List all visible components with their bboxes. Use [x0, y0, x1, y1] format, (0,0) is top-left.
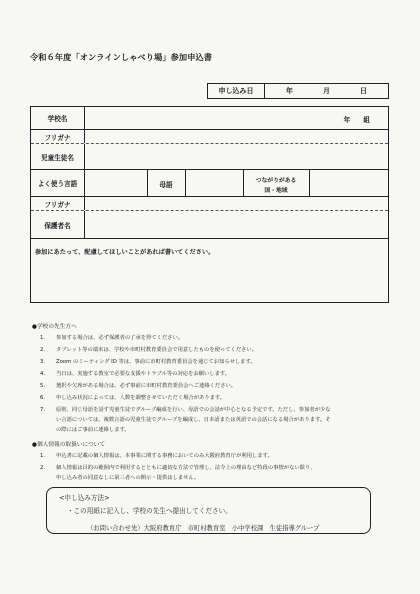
guardian-row — [31, 211, 388, 239]
method-instruction: ・この用紙に記入し、学校の先生へ提出してください。 — [67, 507, 232, 515]
teacher-note-continuation: い言語については、複数言語の児童生徒でグループを編成し、日本語または英語での会話になる場合があります。そ — [56, 417, 331, 423]
teacher-note-item: 2. タブレット等の端末は、学校や市町村教育委員会で用意したものを使ってください。 — [40, 347, 258, 353]
furigana-label-student: フリガナ — [31, 130, 85, 143]
grade-class-label: 年 組 — [343, 116, 370, 124]
application-date-label: 申し込み日 — [208, 84, 265, 98]
form-title: 令和６年度「オンラインしゃべり場」参加申込書 — [30, 52, 213, 62]
application-method-box — [46, 487, 371, 534]
privacy-item: 1. 申込書に記載の個人情報は、本事業に関する事務においてのみ大阪府教育庁が利用します。 — [40, 453, 273, 459]
guardian-name-label: 保護者名 — [31, 211, 85, 238]
day-field[interactable]: 日 — [360, 87, 367, 95]
teacher-note-item: 7. 原則、同じ母語を話す児童生徒でグループ編成を行い、母語での会話が中心となる予定です。ただし、参加者が少な — [40, 407, 331, 413]
school-row — [31, 107, 388, 130]
school-field[interactable] — [89, 107, 318, 129]
contact-info: （お問い合わせ先）大阪府教育庁 市町村教育室 小中学校課 生徒指導グループ — [87, 525, 320, 532]
language-row — [31, 170, 388, 197]
consideration-label: 参加にあたって、配慮してほしいことがあれば書いてください。 — [35, 249, 215, 256]
teacher-note-item: 3. Zoom のミーティング ID 等は、事前に市町村教育委員会を通じてお知らせします。 — [40, 359, 256, 365]
student-name-row — [31, 144, 388, 170]
teacher-note-item: 6. 申し込み状況によっては、人数を調整させていただく場合があります。 — [40, 395, 226, 401]
furigana-label-guardian: フリガナ — [31, 197, 85, 210]
privacy-item: 2. 個人情報は目的の範囲内で利用するとともに適切な方法で管理し、法令上の理由など特段の事情がない限り、 — [40, 465, 316, 471]
privacy-heading: ●個人情報の取扱いについて — [32, 442, 106, 448]
teacher-note-item: 5. 選択や欠席がある場合は、必ず事前に市町村教育委員会へご連絡ください。 — [40, 383, 237, 389]
consideration-field[interactable] — [35, 257, 384, 298]
method-heading: <申し込み方法> — [59, 494, 110, 502]
student-furigana-field[interactable] — [89, 130, 384, 143]
guardian-furigana-field[interactable] — [89, 197, 384, 210]
furigana-row-guardian — [31, 197, 388, 211]
furigana-row-student — [31, 130, 388, 144]
language-label: よく使う言語 — [31, 170, 85, 196]
teacher-note-item: 1. 参加する場合は、必ず保護者の了承を得てください。 — [40, 335, 184, 341]
year-field[interactable]: 年 — [286, 87, 293, 95]
month-field[interactable]: 月 — [323, 87, 330, 95]
privacy-item-continuation: 申し込み者の同意なしに第三者への開示・提供はしません。 — [56, 475, 200, 481]
school-label: 学校名 — [31, 107, 85, 129]
student-name-label: 児童生徒名 — [31, 144, 85, 169]
mother-tongue-label: 母語 — [159, 181, 173, 189]
connection-label-line2: 国・地域 — [264, 188, 288, 194]
teacher-note-continuation: の際にはご事前に連絡します。 — [56, 427, 130, 433]
application-date-row — [207, 83, 389, 99]
connection-label-line1: つながりがある — [255, 178, 297, 184]
teacher-note-item: 4. 当日は、実施する教室で必要な支援やトラブル等の対応をお願いします。 — [40, 371, 231, 377]
guardian-name-field[interactable] — [89, 211, 384, 238]
application-form — [30, 106, 389, 303]
teacher-notes-heading: ●学校の先生方へ — [32, 324, 77, 330]
student-name-field[interactable] — [89, 144, 384, 169]
